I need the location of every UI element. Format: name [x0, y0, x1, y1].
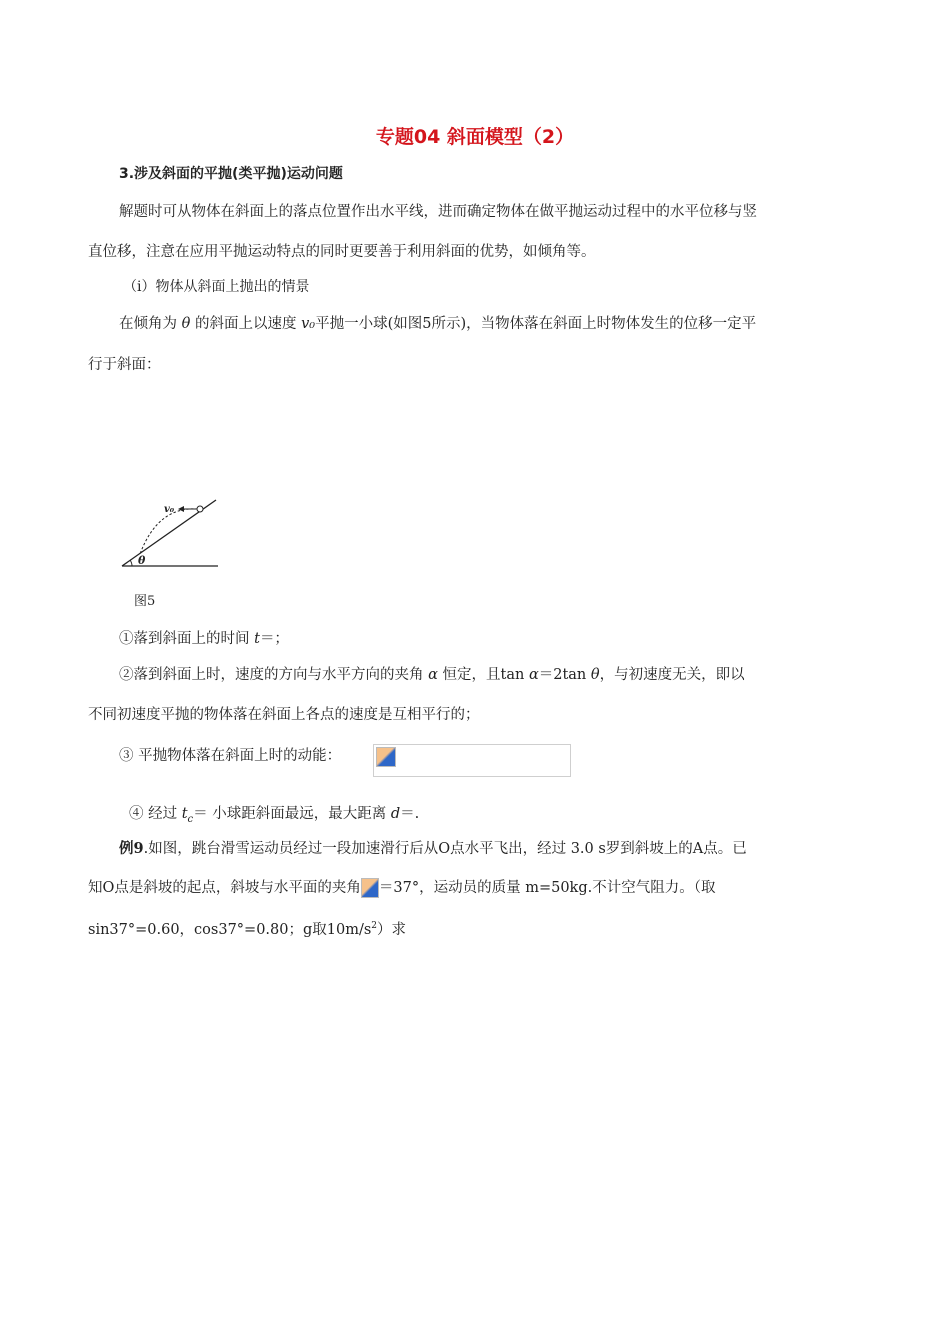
kinetic-energy-formula-image [373, 744, 571, 777]
section-heading: 3.涉及斜面的平抛(类平抛)运动问题 [119, 166, 343, 182]
text-run: 在倾角为 [119, 316, 182, 332]
text-run: 恒定，且tan [437, 667, 529, 683]
figure-caption: 图5 [134, 594, 156, 609]
theta-symbol: θ [590, 667, 600, 683]
text-run: ＝ 小球距斜面最远，最大距离 [193, 806, 391, 822]
example-label: 例9 [119, 840, 144, 857]
t-symbol: t [254, 631, 260, 647]
paragraph-1-line-1: 解题时可从物体在斜面上的落点位置作出水平线，进而确定物体在做平抛运动过程中的水平位移与竖 [119, 204, 757, 220]
page-title: 专题04 斜面模型（2） [375, 126, 575, 148]
text-run: ＝. [400, 806, 420, 822]
paragraph-1-line-2: 直位移，注意在应用平抛运动特点的同时更要善于利用斜面的优势，如倾角等。 [88, 244, 596, 260]
paragraph-2-line-1 [119, 312, 756, 333]
alpha-symbol: α [428, 667, 438, 683]
text-run: ＝； [259, 631, 289, 647]
text-run: .如图，跳台滑雪运动员经过一段加速滑行后从O点水平飞出，经过 3.0 s罗到斜坡上的A点。已 [143, 841, 747, 857]
text-run: ，与初速度无关，即以 [599, 667, 745, 683]
item-1 [119, 627, 289, 648]
text-run: ①落到斜面上的时间 [119, 631, 255, 647]
item-2-line-2: 不同初速度平抛的物体落在斜面上各点的速度是互相平行的； [88, 707, 480, 723]
alpha-symbol: α [528, 667, 539, 683]
text-run: 平抛一小球(如图5所示)，当物体落在斜面上时物体发生的位移一定平 [315, 316, 757, 332]
text-run: 的斜面上以速度 [190, 316, 302, 332]
t-symbol: t [181, 806, 188, 822]
subsection-heading: （i）物体从斜面上抛出的情景 [123, 279, 310, 295]
v0-label: v₀ [164, 504, 175, 515]
text-run: sin37°=0.60，cos37°=0.80；g取10m/s [88, 922, 372, 938]
item-3: ③ 平抛物体落在斜面上时的动能： [119, 748, 342, 764]
item-4 [129, 802, 419, 825]
angle-arc [130, 560, 132, 566]
broken-image-icon [376, 747, 396, 767]
text-run: ④ 经过 [129, 806, 182, 822]
text-run: 知O点是斜坡的起点，斜坡与水平面的夹角 [88, 880, 361, 896]
paragraph-2-line-2: 行于斜面： [88, 357, 161, 373]
subscript-c: c [187, 813, 194, 825]
example-line-2 [88, 876, 715, 898]
text-run: ＝2tan [538, 667, 591, 683]
d-symbol: d [390, 806, 401, 822]
theta-symbol: θ [181, 316, 191, 332]
example-line-3 [88, 918, 406, 939]
item-2-line-1 [119, 663, 745, 684]
ball [197, 506, 203, 512]
incline-projectile-figure [118, 492, 228, 574]
text-run: ＝37°，运动员的质量 m=50kg.不计空气阻力。（取 [378, 880, 716, 896]
example-line-1 [119, 837, 747, 858]
angle-symbol-image [361, 878, 379, 898]
v0-symbol: v₀ [301, 316, 316, 332]
theta-label: θ [138, 554, 146, 567]
text-run: ②落到斜面上时，速度的方向与水平方向的夹角 [119, 667, 429, 683]
superscript-2: 2 [371, 921, 378, 932]
text-run: ）求 [377, 922, 407, 938]
